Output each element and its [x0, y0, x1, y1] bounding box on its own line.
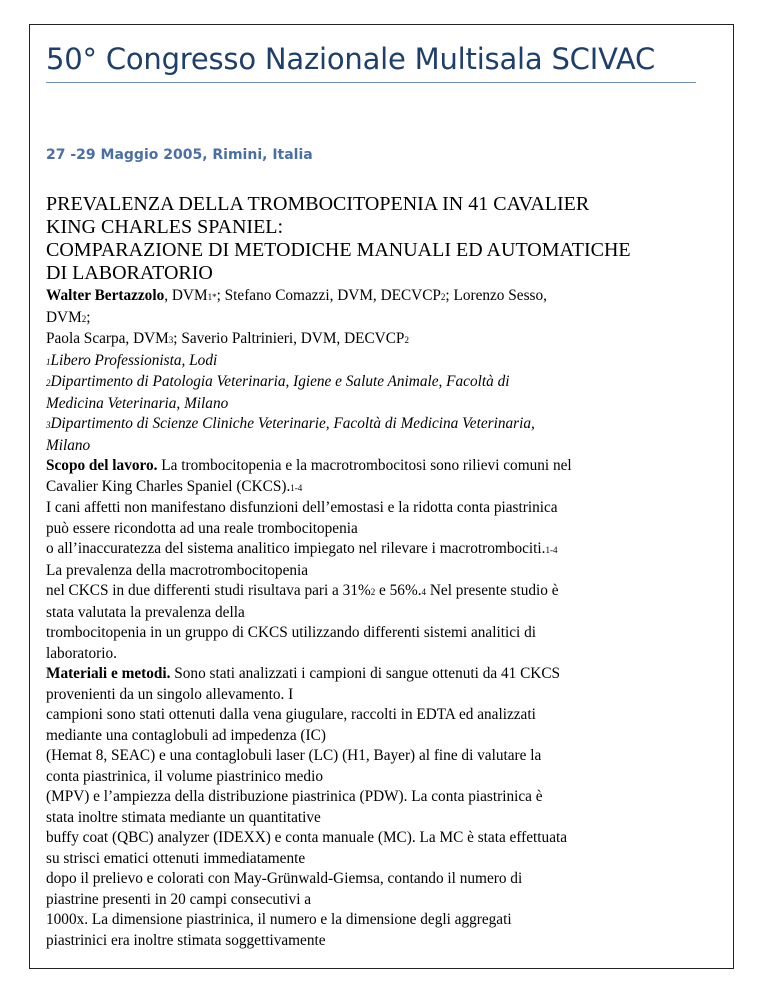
abstract-title-line: COMPARAZIONE DI METODICHE MANUALI ED AUTOMATICHE: [46, 239, 631, 261]
abstract-body: [46, 286, 726, 951]
paragraph-line: (MPV) e l’ampiezza della distribuzione piastrinica (PDW). La conta piastrinica è: [46, 788, 543, 805]
paragraph-line: buffy coat (QBC) analyzer (IDEXX) e conta manuale (MC). La MC è stata effettuata: [46, 829, 568, 846]
paragraph-line: mediante una contaglobuli ad impedenza (IC): [46, 726, 326, 744]
paragraph-line: I cani affetti non manifestano disfunzioni dell’emostasi e la ridotta conta piastrinica: [46, 499, 558, 516]
paragraph-text: o all’inaccuratezza del sistema analitico impiegato nel rilevare i macrotrombociti.: [46, 540, 546, 557]
paragraph-line: può essere ricondotta ad una reale trombocitopenia: [46, 519, 358, 537]
paragraph-line: conta piastrinica, il volume piastrinico medio: [46, 767, 323, 785]
affiliation: [46, 351, 726, 373]
affiliation-number: 2: [46, 378, 51, 388]
paragraph-line: piastrine presenti in 20 campi consecutivi a: [46, 890, 312, 908]
author: ; Lorenzo Sesso,: [445, 287, 547, 304]
affiliation-marker: 2: [404, 335, 409, 345]
authors-line: [46, 308, 726, 330]
paragraph-line: stata valutata la prevalenza della: [46, 603, 245, 621]
paragraph-line: [46, 539, 726, 561]
paragraph-line: laboratorio.: [46, 644, 117, 662]
abstract-title-line: PREVALENZA DELLA TROMBOCITOPENIA IN 41 CAVALIER: [46, 193, 590, 215]
paragraph-text: Sono stati analizzati i campioni di sangue ottenuti da 41 CKCS: [170, 665, 561, 682]
author: ; Saverio Paltrinieri, DVM, DECVCP: [173, 330, 405, 347]
abstract-title-line: DI LABORATORIO: [46, 262, 213, 284]
affiliation-number: 1: [46, 356, 51, 367]
paragraph-line: La prevalenza della macrotrombocitopenia: [46, 561, 309, 579]
affiliation-marker: 3: [168, 335, 174, 345]
paragraph-line: trombocitopenia in un gruppo di CKCS utilizzando differenti sistemi analitici di: [46, 624, 536, 641]
paragraph-text: La trombocitopenia e la macrotrombocitosi sono rilievi comuni nel: [157, 457, 572, 474]
abstract-title-line: KING CHARLES SPANIEL:: [46, 216, 284, 238]
affiliation-marker: 2: [81, 313, 87, 324]
affiliation-text: Dipartimento di Scienze Cliniche Veterinarie, Facoltà di Medicina Veterinaria,: [50, 415, 535, 432]
paragraph-text: nel CKCS in due differenti studi risultava pari a 31%: [46, 582, 371, 599]
paragraph-line: [46, 664, 726, 685]
affiliation-continued: Medicina Veterinaria, Milano: [46, 394, 229, 412]
paragraph-text: e 56%.: [375, 582, 422, 599]
paragraph-line: 1000x. La dimensione piastrinica, il numero e la dimensione degli aggregati: [46, 911, 512, 928]
affiliation-number: 3: [46, 420, 51, 430]
citation-marker: 2: [370, 587, 376, 597]
conference-title: 50° Congresso Nazionale Multisala SCIVAC: [46, 42, 656, 76]
affiliation-marker: 1*: [207, 292, 217, 302]
paragraph-text: Nel presente studio è: [426, 582, 559, 599]
affiliation: [46, 414, 726, 436]
affiliation-marker: 2: [440, 292, 446, 302]
section-heading-methods: Materiali e metodi.: [46, 665, 171, 682]
affiliation-continued: Milano: [46, 436, 91, 454]
author-degree: DVM: [46, 308, 82, 326]
paragraph-line: dopo il prelievo e colorati con May-Grünwald-Giemsa, contando il numero di: [46, 870, 523, 887]
citation-marker: 4: [421, 587, 427, 597]
first-author: Walter Bertazzolo: [46, 287, 165, 304]
affiliation-text: Libero Professionista, Lodi: [50, 351, 218, 369]
paragraph-line: piastrinici era inoltre stimata soggettivamente: [46, 931, 326, 949]
paragraph-line: su strisci ematici ottenuti immediatamente: [46, 849, 306, 867]
paragraph-line: campioni sono stati ottenuti dalla vena giugulare, raccolti in EDTA ed analizzati: [46, 706, 536, 723]
affiliation: [46, 372, 726, 394]
abstract-title: [46, 193, 726, 285]
affiliation-text: Dipartimento di Patologia Veterinaria, Igiene e Salute Animale, Facoltà di: [50, 373, 510, 390]
citation-marker: 1-4: [545, 545, 558, 555]
author: Paola Scarpa, DVM: [46, 330, 169, 347]
paragraph-line: stata inoltre stimata mediante un quantitative: [46, 808, 321, 826]
conference-date-location: 27 -29 Maggio 2005, Rimini, Italia: [46, 147, 313, 163]
citation-marker: 1-4: [290, 482, 303, 493]
authors-line: [46, 329, 726, 351]
paragraph-line: provenienti da un singolo allevamento. I: [46, 685, 294, 703]
paragraph-text: Cavalier King Charles Spaniel (CKCS).: [46, 477, 291, 495]
header-divider: [46, 82, 696, 83]
author-separator: ;: [86, 308, 91, 326]
author-degree: , DVM: [164, 287, 208, 304]
author: ; Stefano Comazzi, DVM, DECVCP: [216, 287, 441, 304]
paragraph-line: (Hemat 8, SEAC) e una contaglobuli laser (LC) (H1, Bayer) al fine di valutare la: [46, 747, 542, 764]
paragraph-line: [46, 581, 726, 603]
paragraph-line: [46, 477, 726, 499]
section-heading-scope: Scopo del lavoro.: [46, 457, 158, 474]
authors-line: [46, 286, 726, 308]
paragraph-line: [46, 456, 726, 477]
